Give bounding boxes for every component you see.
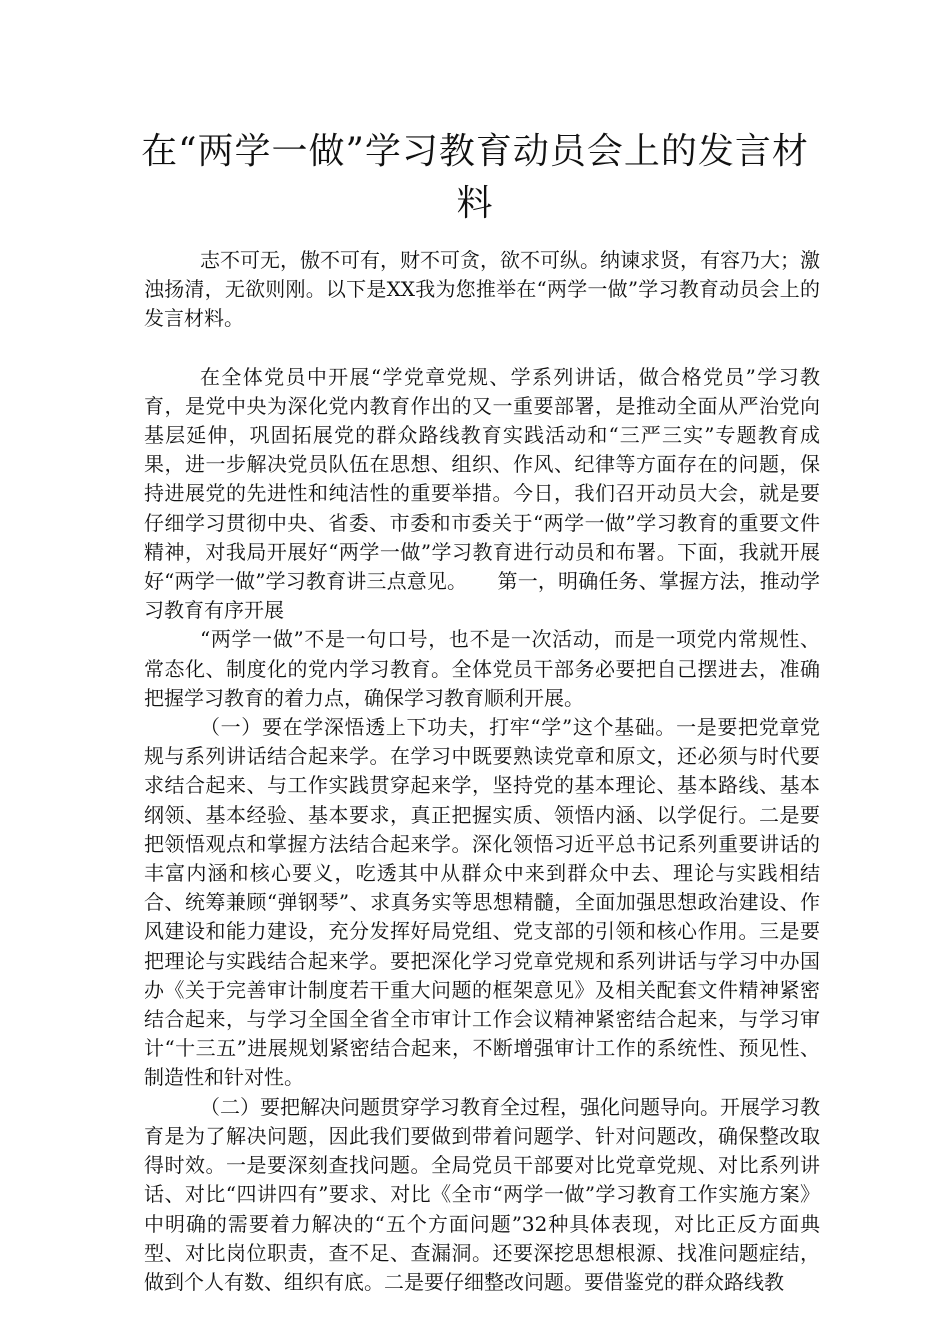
paragraph-spacer bbox=[144, 334, 820, 363]
paragraph-section-one-intro: “两学一做”不是一句口号，也不是一次活动，而是一项党内常规性、常态化、制度化的党内学习教育。全体党员干部务必要把自己摆进去，准确把握学习教育的着力点，确保学习教育顺利开展。 bbox=[144, 627, 820, 710]
paragraph-overview: 在全体党员中开展“学党章党规、学系列讲话，做合格党员”学习教育，是党中央为深化党内教育作出的又一重要部署，是推动全面从严治党向基层延伸，巩固拓展党的群众路线教育实践活动和“三严三实”专题教育成果，进一步解决党员队伍在思想、组织、作风、纪律等方面存在的问题，保持进展党的先进性和纯洁性的重要举措。今日，我们召开动员大会，就是要仔细学习贯彻中央、省委、市委和市委关于“两学一做”学习教育的重要文件精神，对我局开展好“两学一做”学习教育进行动员和布署。下面，我就开展好“两学一做”学习教育讲三点意见。 第一，明确任务、掌握方法，推动学习教育有序开展 bbox=[144, 364, 820, 623]
paragraph-item-one: （一）要在学深悟透上下功夫，打牢“学”这个基础。一是要把党章党规与系列讲话结合起来学。在学习中既要熟读党章和原文，还必须与时代要求结合起来、与工作实践贯穿起来学，坚持党的基本理论、基本路线、基本纲领、基本经验、基本要求，真正把握实质、领悟内涵、以学促行。二是要把领悟观点和掌握方法结合起来学。深化领悟习近平总书记系列重要讲话的丰富内涵和核心要义，吃透其中从群众中来到群众中去、理论与实践相结合、统筹兼顾“弹钢琴”、求真务实等思想精髓，全面加强思想政治建设、作风建设和能力建设，充分发挥好局党组、党支部的引领和核心作用。三是要把理论与实践结合起来学。要把深化学习党章党规和系列讲话与学习中办国办《关于完善审计制度若干重大问题的框架意见》及相关配套文件精神紧密结合起来，与学习全国全省全市审计工作会议精神紧密结合起来，与学习审计“十三五”进展规划紧密结合起来，不断增强审计工作的系统性、预见性、制造性和针对性。 bbox=[144, 715, 820, 1090]
paragraph-intro: 志不可无，傲不可有，财不可贪，欲不可纵。纳谏求贤，有容乃大；激浊扬清，无欲则刚。以下是XX我为您推举在“两学一做”学习教育动员会上的发言材料。 bbox=[144, 248, 820, 331]
document-body bbox=[144, 246, 820, 1297]
document-title: 在“两学一做”学习教育动员会上的发言材料 bbox=[141, 131, 809, 224]
paragraph-item-two: （二）要把解决问题贯穿学习教育全过程，强化问题导向。开展学习教育是为了解决问题，因此我们要做到带着问题学、针对问题改，确保整改取得时效。一是要深刻查找问题。全局党员干部要对比党章党规、对比系列讲话、对比“四讲四有”要求、对比《全市“两学一做”学习教育工作实施方案》中明确的需要着力解决的“五个方面问题”32种具体表现，对比正反方面典型、对比岗位职责，查不足、查漏洞。还要深挖思想根源、找准问题症结，做到个人有数、组织有底。二是要仔细整改问题。要借鉴党的群众路线教 bbox=[144, 1094, 820, 1294]
